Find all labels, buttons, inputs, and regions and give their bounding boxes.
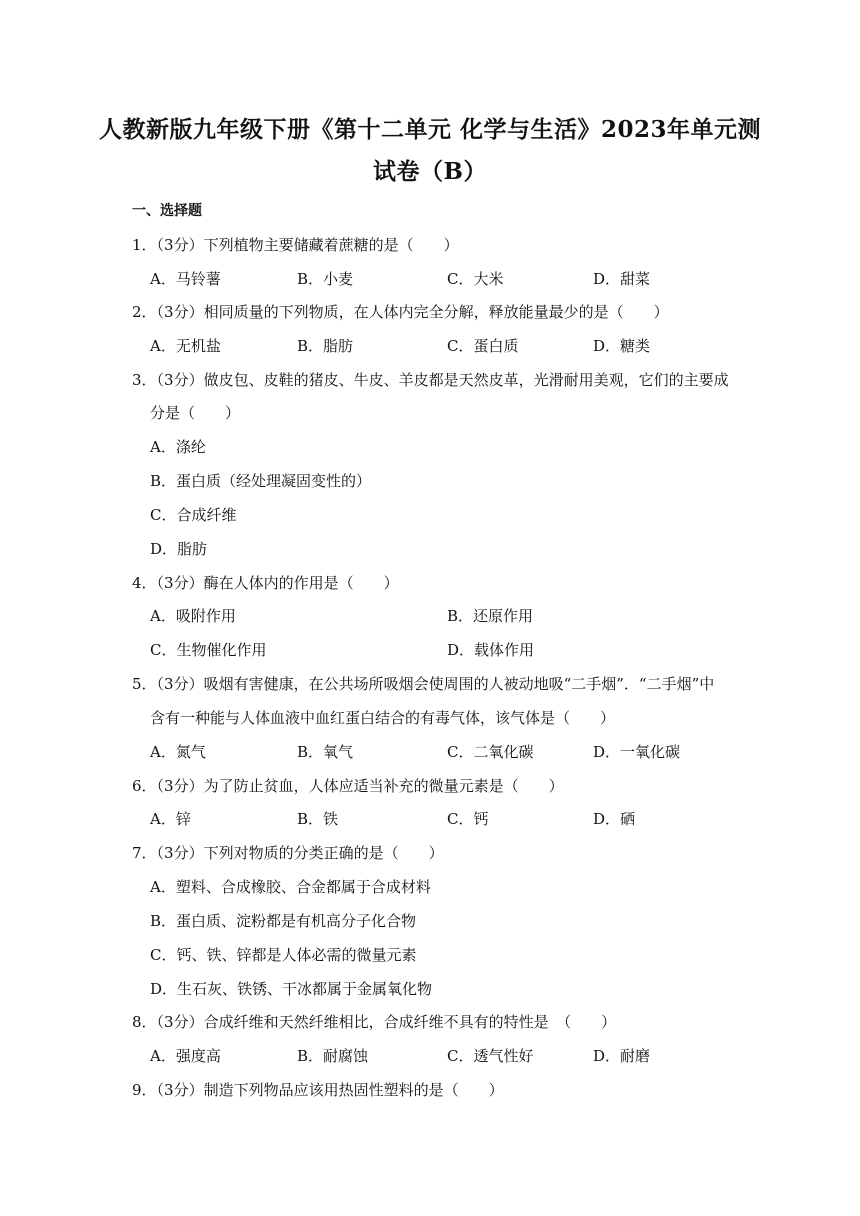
q3-option-a: A．涤纶	[150, 438, 206, 456]
q1-option-a: A．马铃薯	[150, 270, 221, 288]
q8-option-a: A．强度高	[150, 1047, 221, 1065]
question-5-continuation: 含有一种能与人体血液中血红蛋白结合的有毒气体，该气体是（ ）	[150, 709, 616, 727]
q2-option-d: D．糖类	[593, 337, 651, 355]
q6-option-a: A．锌	[150, 810, 191, 828]
question-1: 1．（3分）下列植物主要储藏着蔗糖的是（ ）	[132, 236, 459, 254]
q8-option-b: B．耐腐蚀	[297, 1047, 369, 1065]
q4-option-c: C．生物催化作用	[150, 641, 267, 659]
q1-option-c: C．大米	[447, 270, 504, 288]
q5-option-a: A．氮气	[150, 743, 206, 761]
question-3: 3．（3分）做皮包、皮鞋的猪皮、牛皮、羊皮都是天然皮革，光滑耐用美观，它们的主要成	[132, 371, 729, 389]
q6-option-b: B．铁	[297, 810, 339, 828]
q4-option-a: A．吸附作用	[150, 607, 236, 625]
q6-option-c: C．钙	[447, 810, 489, 828]
question-8: 8．（3分）合成纤维和天然纤维相比，合成纤维不具有的特性是 （ ）	[132, 1013, 617, 1031]
q1-option-d: D．甜菜	[593, 270, 651, 288]
question-3-continuation: 分是（ ）	[150, 404, 241, 422]
q2-option-a: A．无机盐	[150, 337, 221, 355]
question-9: 9．（3分）制造下列物品应该用热固性塑料的是（ ）	[132, 1081, 504, 1099]
q3-option-c: C．合成纤维	[150, 506, 237, 524]
question-4: 4．（3分）酶在人体内的作用是（ ）	[132, 574, 399, 592]
q2-option-c: C．蛋白质	[447, 337, 519, 355]
q3-option-b: B．蛋白质（经处理凝固变性的）	[150, 472, 372, 490]
q5-option-d: D．一氧化碳	[593, 743, 681, 761]
section-heading: 一、选择题	[132, 203, 202, 219]
q3-option-d: D．脂肪	[150, 540, 208, 558]
paper-title-line-2: 试卷（B）	[373, 158, 487, 185]
q2-option-b: B．脂肪	[297, 337, 354, 355]
question-2: 2．（3分）相同质量的下列物质，在人体内完全分解，释放能量最少的是（ ）	[132, 303, 669, 321]
question-5: 5．（3分）吸烟有害健康，在公共场所吸烟会使周围的人被动地吸“二手烟”．“二手烟”中	[132, 675, 715, 693]
q7-option-d: D．生石灰、铁锈、干冰都属于金属氧化物	[150, 980, 433, 998]
paper-title-line-1: 人教新版九年级下册《第十二单元 化学与生活》2023年单元测	[98, 116, 762, 143]
q8-option-c: C．透气性好	[447, 1047, 534, 1065]
q5-option-b: B．氧气	[297, 743, 354, 761]
q7-option-c: C．钙、铁、锌都是人体必需的微量元素	[150, 946, 417, 964]
q1-option-b: B．小麦	[297, 270, 354, 288]
q8-option-d: D．耐磨	[593, 1047, 651, 1065]
q4-option-b: B．还原作用	[447, 607, 534, 625]
q4-option-d: D．载体作用	[447, 641, 535, 659]
question-7: 7．（3分）下列对物质的分类正确的是（ ）	[132, 844, 444, 862]
q7-option-a: A．塑料、合成橡胶、合金都属于合成材料	[150, 878, 431, 896]
question-6: 6．（3分）为了防止贫血，人体应适当补充的微量元素是（ ）	[132, 777, 564, 795]
q6-option-d: D．硒	[593, 810, 636, 828]
q5-option-c: C．二氧化碳	[447, 743, 534, 761]
q7-option-b: B．蛋白质、淀粉都是有机高分子化合物	[150, 912, 417, 930]
